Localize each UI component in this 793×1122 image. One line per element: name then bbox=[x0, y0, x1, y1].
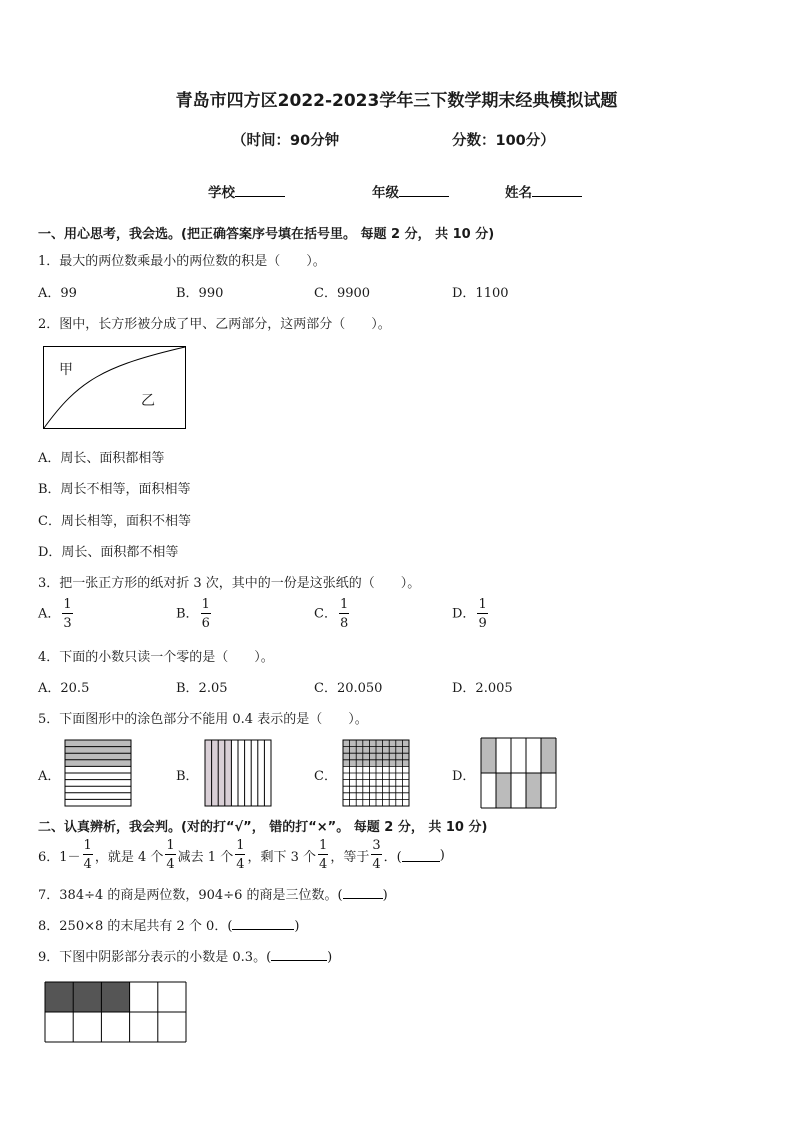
q6-answer-blank[interactable] bbox=[402, 849, 440, 862]
exam-score: 分数：100分） bbox=[452, 133, 555, 149]
exam-time: （时间：90分钟 bbox=[232, 133, 340, 149]
q5d-shaded-cell bbox=[541, 738, 556, 773]
question-7: 7．384÷4 的商是两位数，904÷6 的商是三位数。( ) bbox=[38, 888, 388, 903]
q3-option-b-letter: B． bbox=[176, 606, 199, 622]
question-9: 9．下图中阴影部分表示的小数是 0.3。( ) bbox=[38, 950, 333, 965]
q5d-shaded-cell bbox=[526, 773, 541, 808]
q4-option-a: A．20.5 bbox=[38, 681, 90, 696]
q2-label-jia: 甲 bbox=[59, 362, 73, 378]
q5-figure-c bbox=[342, 739, 410, 807]
q3-option-b bbox=[176, 598, 213, 630]
q1-option-b: B．990 bbox=[176, 286, 224, 301]
name-label: 姓名 bbox=[505, 185, 532, 201]
question-1: 1．最大的两位数乘最小的两位数的积是（ ）。 bbox=[38, 254, 326, 269]
question-2: 2．图中，长方形被分成了甲、乙两部分，这两部分（ ）。 bbox=[38, 317, 391, 332]
q1-option-c: C．9900 bbox=[314, 286, 371, 301]
q1-option-d: D．1100 bbox=[452, 286, 509, 301]
page-title: 青岛市四方区2022-2023学年三下数学期末经典模拟试题 bbox=[175, 91, 618, 111]
question-5: 5．下面图形中的涂色部分不能用 0.4 表示的是（ ）。 bbox=[38, 712, 368, 727]
q6-fraction-5: $\frac{3}{4}$ bbox=[372, 838, 381, 872]
q1-option-a: A．99 bbox=[38, 286, 77, 301]
q2-option-c: C．周长相等，面积不相等 bbox=[38, 514, 191, 529]
q5-option-c: C． bbox=[314, 769, 337, 784]
q9-shaded-cell bbox=[45, 982, 73, 1012]
q9-shaded-cell bbox=[101, 982, 129, 1012]
name-blank[interactable] bbox=[532, 182, 582, 197]
q9-shaded-cell bbox=[73, 982, 101, 1012]
q4-option-d: D．2.005 bbox=[452, 681, 513, 696]
q6-fraction-3: $\frac{1}{4}$ bbox=[236, 838, 245, 872]
name-field bbox=[505, 181, 582, 201]
q4-option-b: B．2.05 bbox=[176, 681, 228, 696]
q9-answer-blank[interactable] bbox=[271, 948, 327, 961]
q8-answer-blank[interactable] bbox=[232, 917, 294, 930]
question-6: 6．1－ $\frac{1}{4}$ ，就是 4 个 $\frac{1}{4}$ 减去 1 个 $\frac{1}{4}$ ，剩下 3 个 $\frac{1}{4}$ ，等于 $\frac{3}{4}$ ．( ) bbox=[38, 838, 445, 872]
q3-option-c bbox=[314, 598, 351, 630]
q3-option-d-fraction: $\frac{1}{9}$ bbox=[478, 597, 487, 631]
q2-option-a: A．周长、面积都相等 bbox=[38, 451, 165, 466]
section1-heading: 一、用心思考，我会选。(把正确答案序号填在括号里。 每题 2 分， 共 10 分) bbox=[38, 227, 495, 242]
q5-option-b: B． bbox=[176, 769, 199, 784]
q3-option-c-fraction: $\frac{1}{8}$ bbox=[339, 597, 349, 631]
question-3: 3．把一张正方形的纸对折 3 次，其中的一份是这张纸的（ ）。 bbox=[38, 576, 421, 591]
q3-option-d bbox=[452, 598, 490, 630]
q2-option-d: D．周长、面积都不相等 bbox=[38, 545, 179, 560]
school-blank[interactable] bbox=[235, 182, 285, 197]
q2-label-yi: 乙 bbox=[141, 393, 155, 409]
q4-option-c: C．20.050 bbox=[314, 681, 383, 696]
question-4: 4．下面的小数只读一个零的是（ ）。 bbox=[38, 650, 274, 665]
q3-option-a-fraction: $\frac{1}{3}$ bbox=[63, 597, 72, 631]
q3-option-b-fraction: $\frac{1}{6}$ bbox=[201, 597, 210, 631]
q6-fraction-4: $\frac{1}{4}$ bbox=[319, 838, 328, 872]
q7-answer-blank[interactable] bbox=[343, 886, 383, 899]
q9-grid-figure bbox=[44, 981, 187, 1043]
school-field bbox=[208, 181, 285, 201]
grade-field bbox=[372, 181, 449, 201]
q2-option-b: B．周长不相等，面积相等 bbox=[38, 482, 191, 497]
q3-option-a bbox=[38, 598, 75, 630]
q5d-shaded-cell bbox=[481, 738, 496, 773]
q3-option-c-letter: C． bbox=[314, 606, 337, 622]
q5-figure-a bbox=[64, 739, 132, 807]
q3-option-d-letter: D． bbox=[452, 606, 476, 622]
q6-fraction-1: $\frac{1}{4}$ bbox=[83, 838, 92, 872]
grade-label: 年级 bbox=[372, 185, 399, 201]
section2-heading: 二、认真辨析，我会判。(对的打“√”， 错的打“×”。 每题 2 分， 共 10 分) bbox=[38, 820, 488, 835]
q3-option-a-letter: A． bbox=[38, 606, 61, 622]
q5-option-d: D． bbox=[452, 769, 476, 784]
school-label: 学校 bbox=[208, 185, 235, 201]
q6-fraction-2: $\frac{1}{4}$ bbox=[166, 838, 175, 872]
grade-blank[interactable] bbox=[399, 182, 449, 197]
question-8: 8．250×8 的末尾共有 2 个 0．( ) bbox=[38, 919, 300, 934]
q5d-shaded-cell bbox=[496, 773, 511, 808]
q5-option-a: A． bbox=[38, 769, 61, 784]
q5-figure-d bbox=[480, 737, 557, 809]
q5-figure-b bbox=[204, 739, 272, 807]
